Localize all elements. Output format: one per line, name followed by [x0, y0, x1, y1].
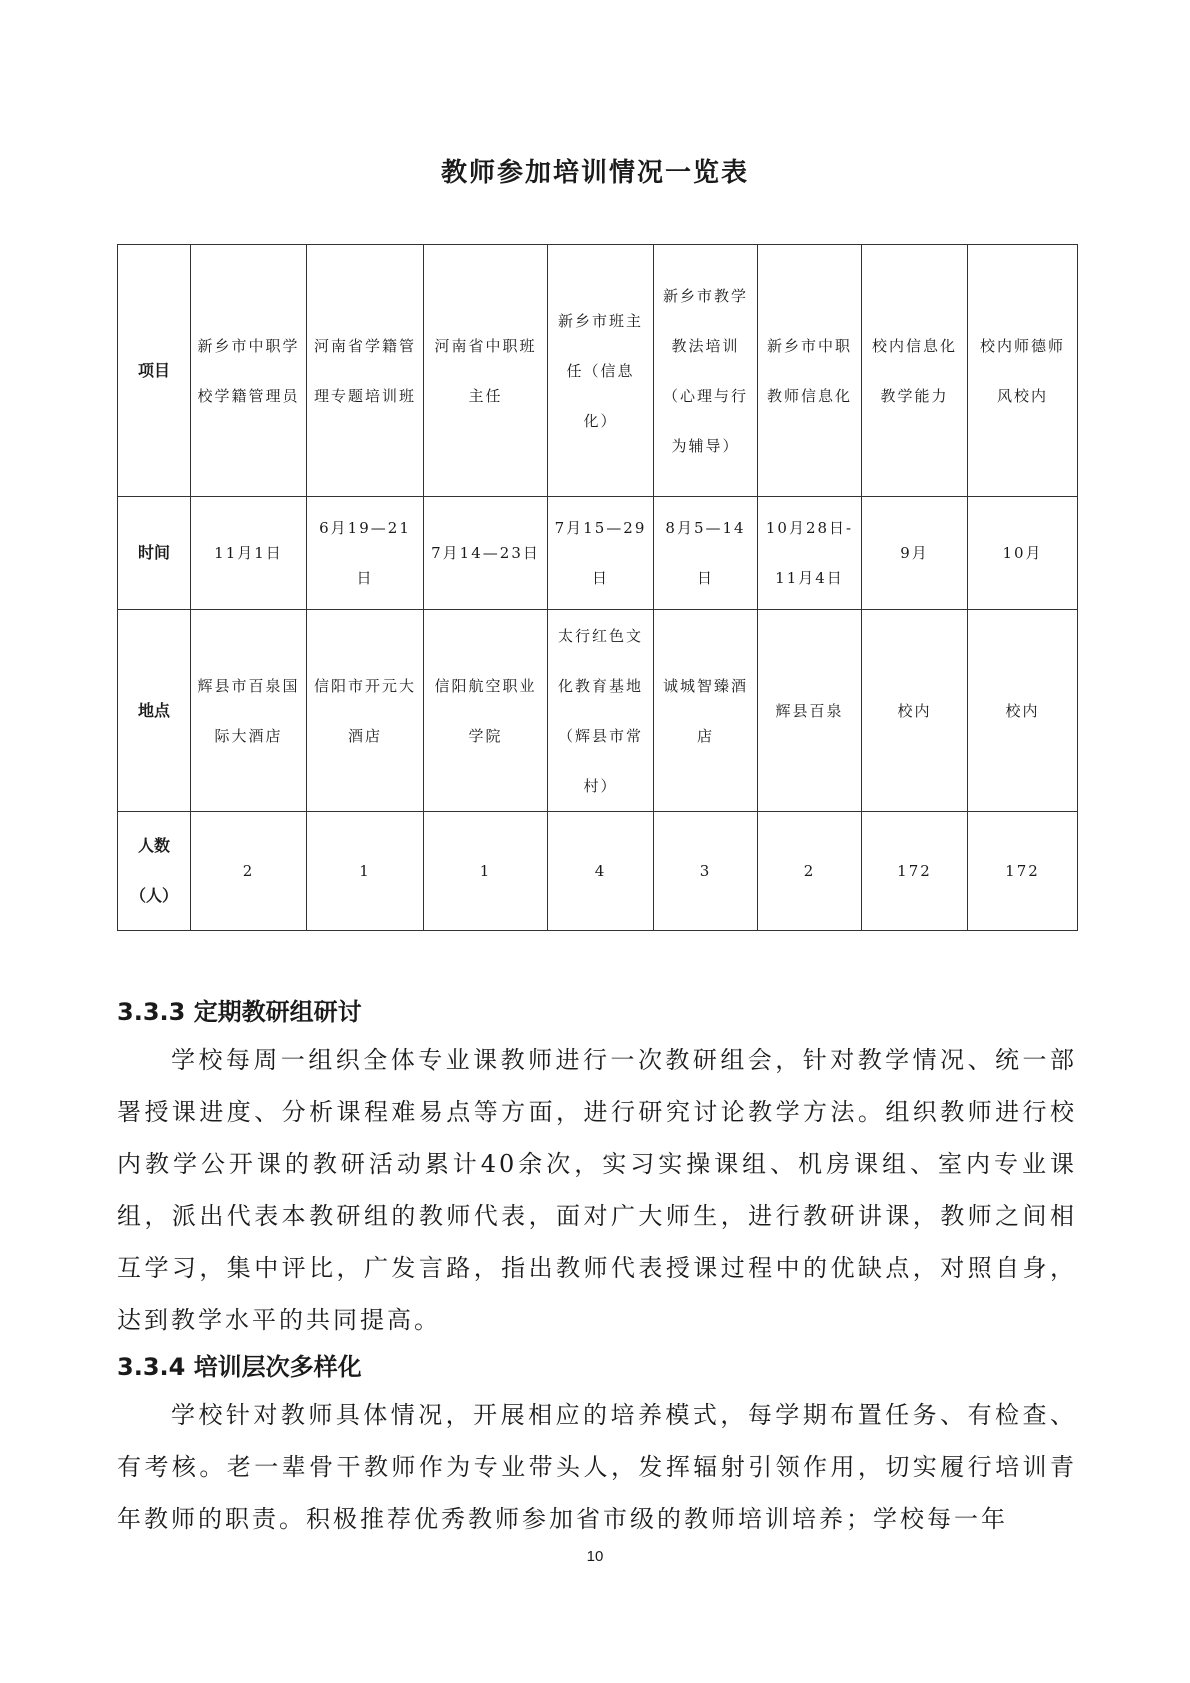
- row-header-project: 项目: [118, 245, 191, 497]
- table-cell: 3: [654, 812, 758, 931]
- table-row-count: [118, 812, 1078, 931]
- table-cell: 10月28日-11月4日: [758, 497, 862, 610]
- row-header-location: 地点: [118, 610, 191, 812]
- table-cell: 2: [191, 812, 307, 931]
- table-cell: 2: [758, 812, 862, 931]
- table-cell: 4: [548, 812, 654, 931]
- table-cell: 辉县百泉: [758, 610, 862, 812]
- table-cell: 校内师德师风校内: [968, 245, 1078, 497]
- table-title: 教师参加培训情况一览表: [440, 158, 749, 188]
- table-cell: 10月: [968, 497, 1078, 610]
- table-cell: 新乡市中职教师信息化: [758, 245, 862, 497]
- row-header-time: 时间: [118, 497, 191, 610]
- table-cell: 6月19—21日: [307, 497, 424, 610]
- table-row-project: [118, 245, 1078, 497]
- table-cell: 校内: [968, 610, 1078, 812]
- table-cell: 9月: [862, 497, 968, 610]
- table-cell: 7月14—23日: [424, 497, 548, 610]
- section-heading-3-3-3: 3.3.3 定期教研组研讨: [117, 998, 362, 1026]
- table-cell: 诚城智臻酒店: [654, 610, 758, 812]
- table-cell: 太行红色文化教育基地（辉县市常村）: [548, 610, 654, 812]
- table-row-time: [118, 497, 1078, 610]
- table-cell: 信阳航空职业学院: [424, 610, 548, 812]
- table-cell: 辉县市百泉国际大酒店: [191, 610, 307, 812]
- table-cell: 172: [862, 812, 968, 931]
- table-cell: 河南省学籍管理专题培训班: [307, 245, 424, 497]
- table-cell: 7月15—29日: [548, 497, 654, 610]
- table-cell: 11月1日: [191, 497, 307, 610]
- table-cell: 8月5—14日: [654, 497, 758, 610]
- section-paragraph-3-3-3: 学校每周一组织全体专业课教师进行一次教研组会，针对教学情况、统一部署授课进度、分析课程难易点等方面，进行研究讨论教学方法。组织教师进行校内教学公开课的教研活动累计40余次，实习实操课组、机房课组、室内专业课组，派出代表本教研组的教师代表，面对广大师生，进行教研讲课，教师之间相互学习，集中评比，广发言路，指出教师代表授课过程中的优缺点，对照自身，达到教学水平的共同提高。: [117, 1046, 1077, 1334]
- table-cell: 1: [424, 812, 548, 931]
- table-cell: 172: [968, 812, 1078, 931]
- table-cell: 河南省中职班主任: [424, 245, 548, 497]
- table-cell: 信阳市开元大酒店: [307, 610, 424, 812]
- row-header-count: 人数（人）: [118, 812, 191, 931]
- section-heading-3-3-4: 3.3.4 培训层次多样化: [117, 1353, 362, 1381]
- table-cell: 1: [307, 812, 424, 931]
- table-row-location: [118, 610, 1078, 812]
- table-cell: 新乡市班主任（信息化）: [548, 245, 654, 497]
- section-paragraph-3-3-4: 学校针对教师具体情况，开展相应的培养模式，每学期布置任务、有检查、有考核。老一辈骨干教师作为专业带头人，发挥辐射引领作用，切实履行培训青年教师的职责。积极推荐优秀教师参加省市级的教师培训培养；学校每一年: [117, 1401, 1077, 1533]
- table-cell: 新乡市教学教法培训（心理与行为辅导）: [654, 245, 758, 497]
- table-cell: 校内信息化教学能力: [862, 245, 968, 497]
- training-table: [117, 244, 1078, 931]
- table-cell: 新乡市中职学校学籍管理员: [191, 245, 307, 497]
- page-number: 10: [586, 1548, 604, 1565]
- table-cell: 校内: [862, 610, 968, 812]
